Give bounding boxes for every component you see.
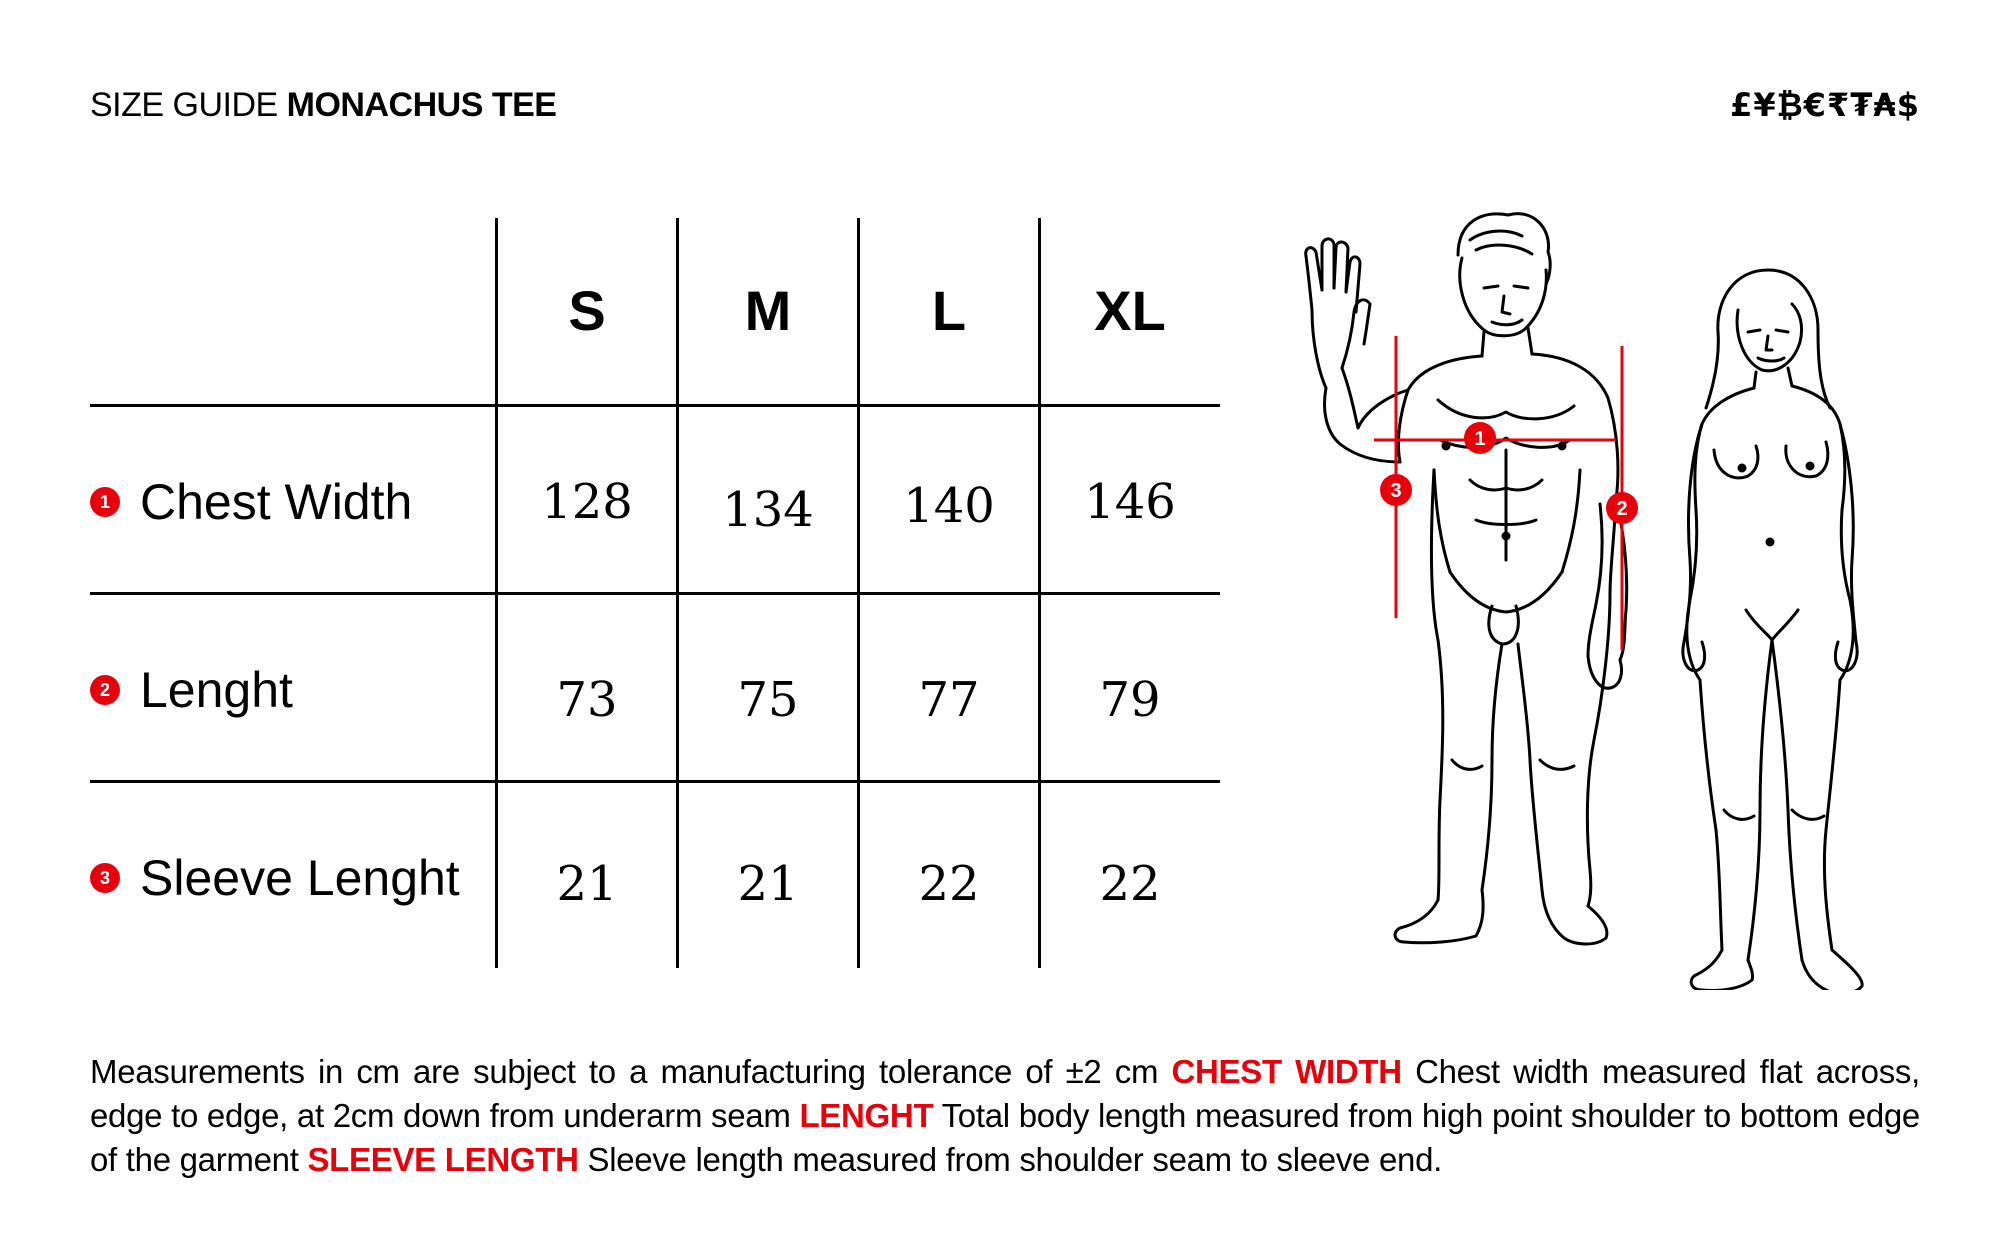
size-header-s: S [568,278,606,342]
row-label-chest-width [90,472,412,532]
notes-intro: Measurements in cm are subject to a manufacturing tolerance of ±2 cm [90,1053,1159,1090]
body-figures-illustration [1270,200,1940,990]
page-title [90,86,556,125]
size-header-m: M [744,278,792,342]
table-cell: 77 [918,672,980,728]
table-cell: 79 [1099,672,1161,728]
row-label-text: Lenght [140,662,293,718]
table-cell: 140 [903,478,995,534]
table-divider [90,780,1220,783]
marker-label: 1 [1474,428,1486,450]
notes-length-text: Total body length measured from high point shoulder to bottom edge of the garment [90,1097,1920,1178]
marker-3 [1380,474,1412,506]
table-cell: 22 [918,856,980,912]
row-label-length [90,660,293,720]
table-cell: 75 [737,672,799,728]
notes-chest-key: CHEST WIDTH [1171,1053,1402,1090]
measurement-notes [90,1050,1920,1182]
table-cell: 134 [722,482,814,538]
row-label-sleeve-length [90,848,460,908]
notes-length-key: LENGHT [799,1097,934,1134]
marker-2 [1606,492,1638,524]
marker-badge: 1 [90,487,120,517]
female-figure-icon [1683,270,1862,990]
notes-sleeve-key: SLEEVE LENGTH [307,1141,579,1178]
marker-badge: 3 [90,863,120,893]
notes-sleeve-text: Sleeve length measured from shoulder seam to sleeve end. [587,1141,1443,1178]
size-header-xl: XL [1094,278,1166,342]
table-cell: 146 [1084,474,1176,530]
marker-1 [1464,422,1496,454]
notes-chest-text: Chest width measured flat across, edge to edge, at 2cm down from underarm seam [90,1053,1920,1134]
row-label-text: Sleeve Lenght [140,850,460,906]
table-cell: 21 [556,856,618,912]
marker-label: 2 [1616,498,1628,520]
table-cell: 22 [1099,856,1161,912]
table-cell: 21 [737,856,799,912]
title-product: MONACHUS TEE [286,86,557,124]
table-cell: 73 [556,672,618,728]
marker-badge: 2 [90,675,120,705]
table-divider [90,404,1220,407]
table-cell: 128 [541,474,633,530]
row-label-text: Chest Width [140,474,413,530]
male-figure-icon [1306,214,1627,944]
title-light: SIZE GUIDE [90,86,278,124]
brand-logo: £¥₿€₹₮₳$ [1730,86,1920,124]
size-header-l: L [931,278,967,342]
table-divider [90,592,1220,595]
marker-label: 3 [1390,480,1402,502]
